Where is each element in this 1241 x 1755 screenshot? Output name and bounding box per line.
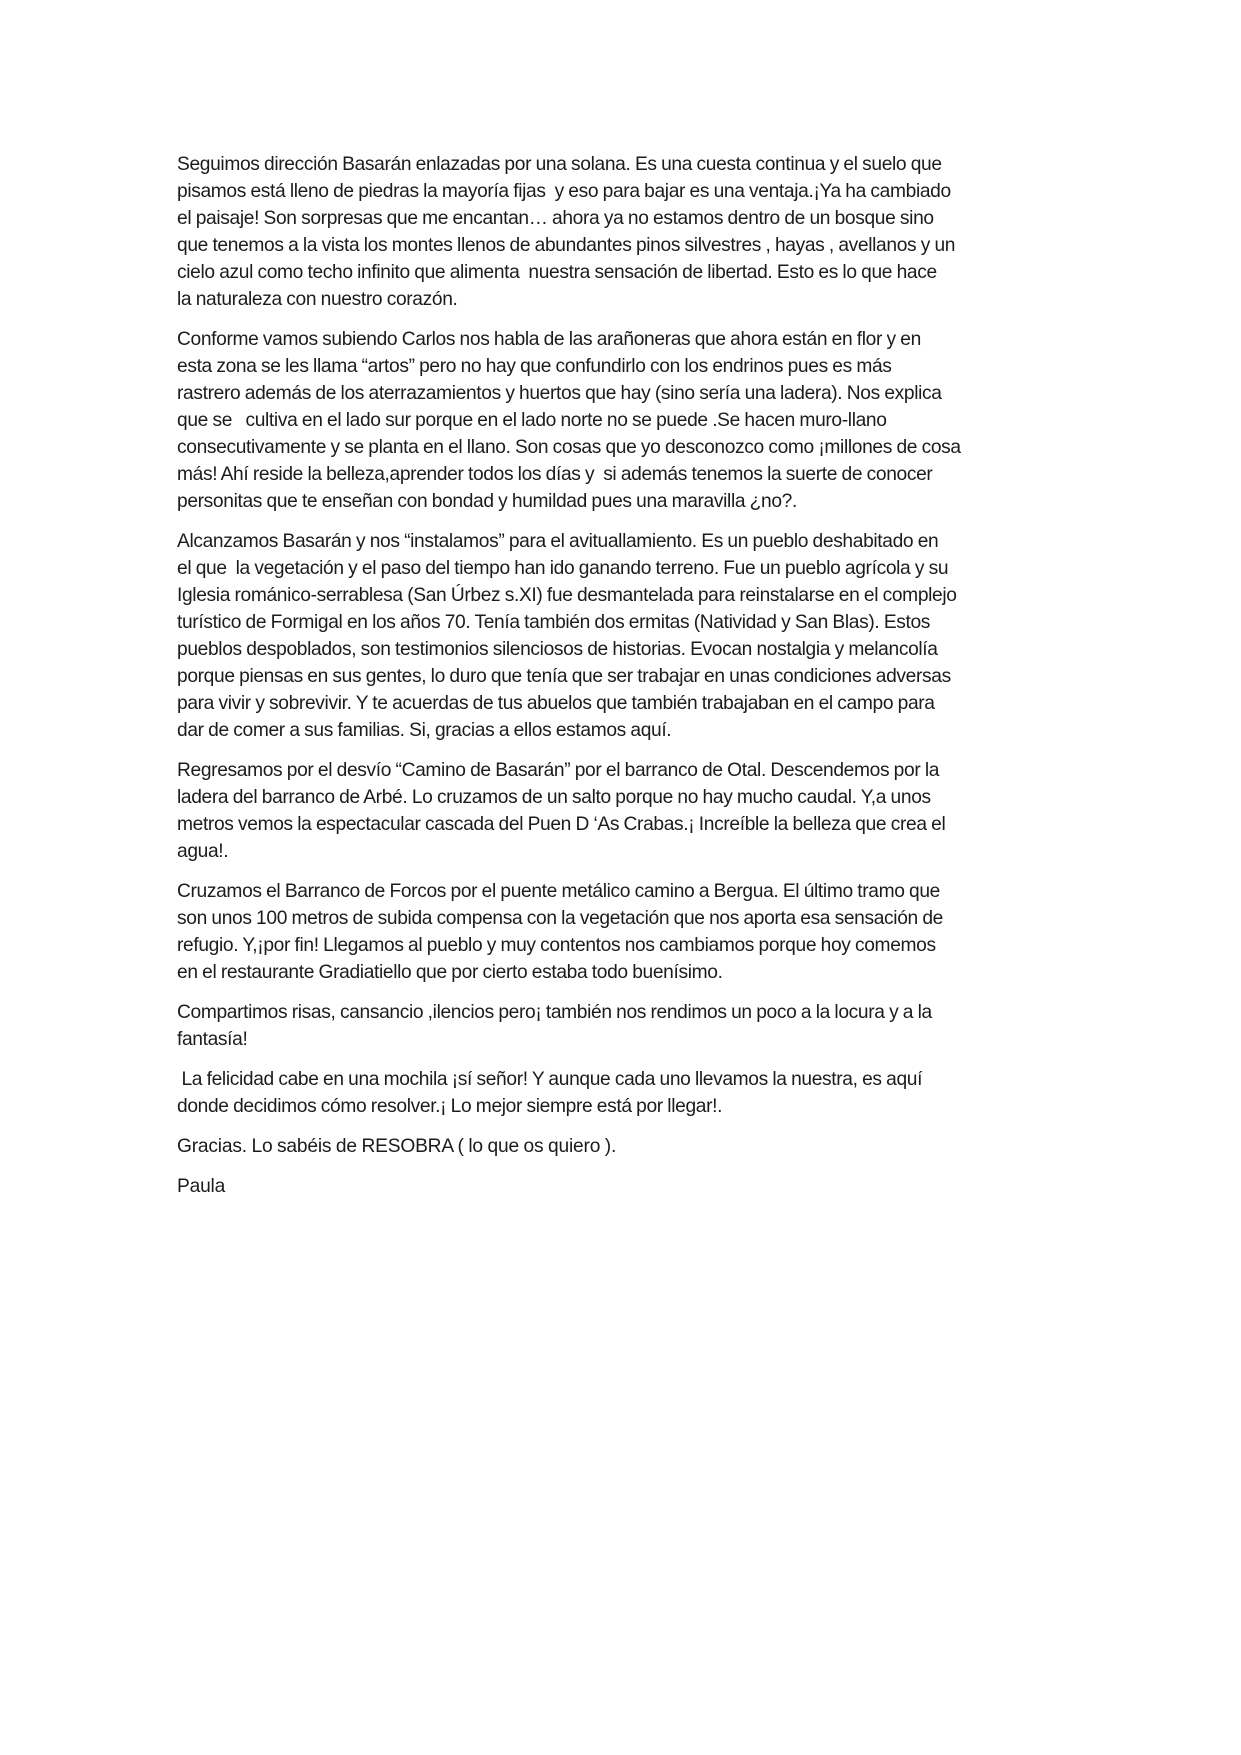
text-line: La felicidad cabe en una mochila ¡sí señor! Y aunque cada uno llevamos la nuestra, es aquí: [177, 1069, 923, 1090]
text-line: Regresamos por el desvío “Camino de Basarán” por el barranco de Otal. Descendemos por la: [177, 760, 940, 781]
paragraph-descent-basaran: [177, 151, 1072, 313]
text-line: porque piensas en sus gentes, lo duro que tenía que ser trabajar en unas condiciones adversas: [177, 666, 951, 687]
text-line: son unos 100 metros de subida compensa con la vegetación que nos aporta esa sensación de: [177, 908, 943, 929]
text-line: rastrero además de los aterrazamientos y huertos que hay (sino sería una ladera). Nos explica: [177, 383, 942, 404]
text-line: el que la vegetación y el paso del tiempo han ido ganando terreno. Fue un pueblo agrícola y su: [177, 558, 949, 579]
text-line: más! Ahí reside la belleza,aprender todos los días y si además tenemos la suerte de conocer: [177, 464, 933, 485]
text-line: Cruzamos el Barranco de Forcos por el puente metálico camino a Bergua. El último tramo que: [177, 881, 940, 902]
text-line: cielo azul como techo infinito que alimenta nuestra sensación de libertad. Esto es lo que hace: [177, 262, 937, 283]
paragraph-shared-moments: [177, 999, 1072, 1053]
text-line: Alcanzamos Basarán y nos “instalamos” para el avituallamiento. Es un pueblo deshabitado en: [177, 531, 939, 552]
text-line: Gracias. Lo sabéis de RESOBRA ( lo que os quiero ).: [177, 1136, 617, 1157]
text-line: fantasía!: [177, 1029, 248, 1050]
text-line: donde decidimos cómo resolver.¡ Lo mejor siempre está por llegar!.: [177, 1096, 723, 1117]
text-line: para vivir y sobrevivir. Y te acuerdas de tus abuelos que también trabajaban en el campo para: [177, 693, 935, 714]
text-line: que se cultiva en el lado sur porque en el lado norte no se puede .Se hacen muro-llano: [177, 410, 887, 431]
document-body: [177, 151, 1072, 1213]
text-line: esta zona se les llama “artos” pero no hay que confundirlo con los endrinos pues es más: [177, 356, 892, 377]
text-line: metros vemos la espectacular cascada del Puen D ‘As Crabas.¡ Increíble la belleza que crea el: [177, 814, 946, 835]
signature: [177, 1173, 1072, 1200]
paragraph-return-route: [177, 757, 1072, 865]
text-line: pisamos está lleno de piedras la mayoría fijas y eso para bajar es una ventaja.¡Ya ha cambiado: [177, 181, 951, 202]
paragraph-thanks: [177, 1133, 1072, 1160]
paragraph-basaran-village: [177, 528, 1072, 744]
text-line: Seguimos dirección Basarán enlazadas por una solana. Es una cuesta continua y el suelo que: [177, 154, 942, 175]
text-line: agua!.: [177, 841, 229, 862]
text-line: personitas que te enseñan con bondad y humildad pues una maravilla ¿no?.: [177, 491, 797, 512]
text-line: pueblos despoblados, son testimonios silenciosos de historias. Evocan nostalgia y melancolía: [177, 639, 938, 660]
text-line: refugio. Y,¡por fin! Llegamos al pueblo y muy contentos nos cambiamos porque hoy comemos: [177, 935, 936, 956]
text-line: turístico de Formigal en los años 70. Tenía también dos ermitas (Natividad y San Blas). Estos: [177, 612, 931, 633]
paragraph-bergua-arrival: [177, 878, 1072, 986]
text-line: consecutivamente y se planta en el llano. Son cosas que yo desconozco como ¡millones de cosa: [177, 437, 961, 458]
text-line: que tenemos a la vista los montes llenos de abundantes pinos silvestres , hayas , avellanos y un: [177, 235, 956, 256]
text-line: la naturaleza con nuestro corazón.: [177, 289, 458, 310]
paragraph-happiness: [177, 1066, 1072, 1120]
text-line: Compartimos risas, cansancio ,ilencios pero¡ también nos rendimos un poco a la locura y a la: [177, 1002, 932, 1023]
text-line: ladera del barranco de Arbé. Lo cruzamos de un salto porque no hay mucho caudal. Y,a unos: [177, 787, 931, 808]
text-line: Conforme vamos subiendo Carlos nos habla de las arañoneras que ahora están en flor y en: [177, 329, 921, 350]
text-line: Iglesia románico-serrablesa (San Úrbez s.XI) fue desmantelada para reinstalarse en el complejo: [177, 585, 957, 606]
text-line: el paisaje! Son sorpresas que me encantan… ahora ya no estamos dentro de un bosque sino: [177, 208, 934, 229]
text-line: en el restaurante Gradiatiello que por cierto estaba todo buenísimo.: [177, 962, 723, 983]
signature-name: Paula: [177, 1176, 226, 1197]
text-line: dar de comer a sus familias. Si, gracias a ellos estamos aquí.: [177, 720, 672, 741]
paragraph-aranoneras: [177, 326, 1072, 515]
